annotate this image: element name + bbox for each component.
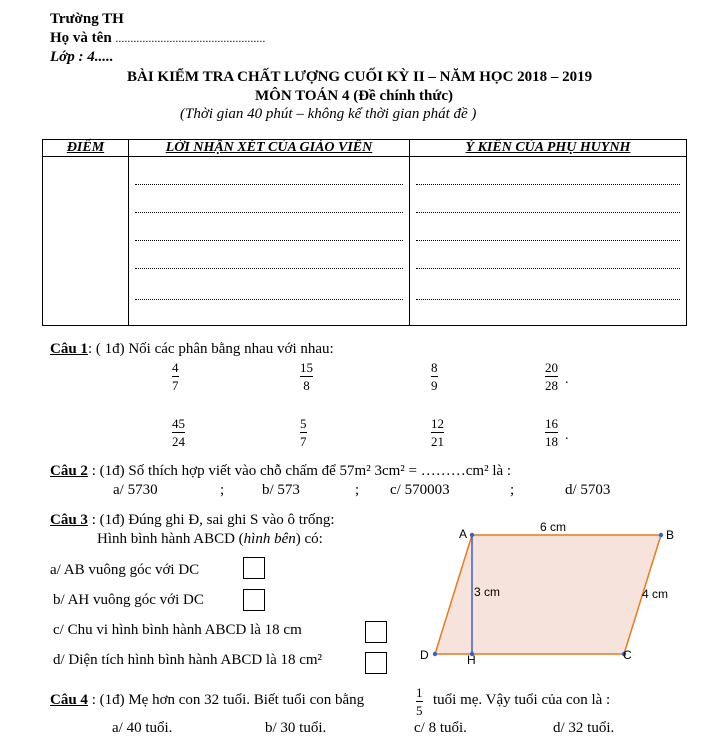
name-label-text: Họ và tên bbox=[50, 30, 112, 46]
q3-sub-ital: hình bên bbox=[243, 531, 296, 547]
q2-sep: ; bbox=[355, 482, 360, 498]
q4-text-after: tuổi mẹ. Vậy tuổi của con là : bbox=[433, 692, 611, 708]
q3-item-a: a/ AB vuông góc với DC bbox=[50, 562, 200, 578]
parent-opinion-cell[interactable] bbox=[410, 157, 687, 326]
fraction-bar bbox=[431, 432, 444, 433]
fraction-bar bbox=[300, 376, 313, 377]
fraction-denominator: 9 bbox=[431, 378, 438, 393]
fraction-numerator: 8 bbox=[431, 360, 438, 375]
fraction-bar bbox=[431, 376, 438, 377]
exam-subject: MÔN TOÁN 4 (Đề chính thức) bbox=[255, 88, 454, 104]
q4-option-d[interactable]: d/ 32 tuổi. bbox=[553, 720, 615, 736]
q2-option-b[interactable]: b/ 573 bbox=[262, 482, 300, 498]
fraction-numerator: 5 bbox=[300, 416, 307, 431]
label-top-length: 6 cm bbox=[540, 520, 567, 534]
q4-option-c[interactable]: c/ 8 tuổi. bbox=[414, 720, 467, 736]
label-d: D bbox=[420, 648, 429, 662]
fraction-numerator: 20 bbox=[545, 360, 558, 375]
comment-line bbox=[135, 185, 403, 213]
fraction-numerator: 15 bbox=[300, 360, 313, 375]
fraction-numerator: 16 bbox=[545, 416, 558, 431]
q3-item-d: d/ Diện tích hình bình hành ABCD là 18 cm² bbox=[53, 652, 323, 668]
fraction-bar bbox=[172, 376, 179, 377]
school-label: Trường TH bbox=[50, 11, 124, 27]
q3-answer-box-a[interactable] bbox=[243, 557, 265, 579]
fraction-bar bbox=[172, 432, 185, 433]
opinion-line bbox=[416, 157, 680, 185]
q3-answer-box-c[interactable] bbox=[365, 621, 387, 643]
q1-fraction[interactable] bbox=[545, 416, 558, 449]
teacher-comment-cell[interactable] bbox=[129, 157, 410, 326]
label-h: H bbox=[467, 653, 476, 667]
exam-title: BÀI KIỂM TRA CHẤT LƯỢNG CUỐI KỲ II – NĂM HỌC 2018 – 2019 bbox=[127, 69, 593, 85]
label-c: C bbox=[623, 648, 632, 662]
q1-fraction[interactable] bbox=[300, 360, 313, 393]
q1-fraction[interactable] bbox=[300, 416, 307, 449]
opinion-line bbox=[416, 269, 680, 300]
vertex-d bbox=[433, 652, 437, 656]
q4-option-b[interactable]: b/ 30 tuổi. bbox=[265, 720, 327, 736]
q1-prompt bbox=[50, 341, 334, 358]
q2-label: Câu 2 bbox=[50, 463, 88, 479]
q2-option-a[interactable]: a/ 5730 bbox=[113, 482, 158, 498]
q3-item-b: b/ AH vuông góc với DC bbox=[53, 592, 204, 608]
fraction-suffix: . bbox=[565, 372, 569, 387]
comment-line bbox=[135, 241, 403, 269]
q2-option-c[interactable]: c/ 570003 bbox=[390, 482, 450, 498]
student-name-label bbox=[50, 30, 265, 47]
opinion-line bbox=[416, 213, 680, 241]
q4-prompt bbox=[50, 692, 364, 709]
label-b: B bbox=[666, 528, 675, 542]
q4-frac-den: 5 bbox=[416, 703, 423, 718]
fraction-bar bbox=[545, 432, 558, 433]
q4-label: Câu 4 bbox=[50, 692, 88, 708]
label-side: 4 cm bbox=[642, 587, 669, 601]
fraction-denominator: 28 bbox=[545, 378, 558, 393]
comment-line bbox=[135, 157, 403, 185]
fraction-denominator: 8 bbox=[303, 378, 310, 393]
q3-label: Câu 3 bbox=[50, 512, 88, 528]
class-label: Lớp : 4..... bbox=[50, 49, 114, 65]
fraction-bar bbox=[545, 376, 558, 377]
opinion-line bbox=[416, 241, 680, 269]
q3-prompt bbox=[50, 512, 335, 529]
fraction-bar bbox=[300, 432, 307, 433]
header-score: ĐIỂM bbox=[43, 140, 129, 157]
comment-line bbox=[135, 269, 403, 300]
comment-line bbox=[135, 213, 403, 241]
q3-item-c: c/ Chu vi hình bình hành ABCD là 18 cm bbox=[53, 622, 302, 638]
q2-option-d[interactable]: d/ 5703 bbox=[565, 482, 611, 498]
q3-sub bbox=[97, 531, 323, 548]
parallelogram-figure bbox=[418, 518, 680, 670]
header-teacher-comment: LỜI NHẬN XÉT CỦA GIÁO VIÊN bbox=[129, 140, 410, 157]
opinion-line bbox=[416, 185, 680, 213]
fraction-denominator: 7 bbox=[300, 434, 307, 449]
parallelogram-shape bbox=[435, 535, 661, 654]
time-note: (Thời gian 40 phút – không kể thời gian phát đề ) bbox=[180, 106, 477, 122]
fraction-denominator: 7 bbox=[172, 378, 179, 393]
q2-sep: ; bbox=[510, 482, 515, 498]
score-cell[interactable] bbox=[43, 157, 129, 326]
q4-option-a[interactable]: a/ 40 tuổi. bbox=[112, 720, 173, 736]
fraction-suffix: . bbox=[565, 428, 569, 443]
q1-fraction[interactable] bbox=[431, 360, 438, 393]
name-dots[interactable]: .................................................. bbox=[115, 31, 266, 45]
q1-text: : ( 1đ) Nối các phân bằng nhau với nhau: bbox=[87, 341, 334, 357]
q1-fraction[interactable] bbox=[431, 416, 444, 449]
q1-fraction[interactable] bbox=[172, 416, 185, 449]
q3-sub-end: ) có: bbox=[295, 531, 323, 547]
evaluation-table bbox=[42, 139, 687, 326]
q3-text: : (1đ) Đúng ghi Đ, sai ghi S vào ô trống: bbox=[91, 512, 335, 528]
q4-text-before: : (1đ) Mẹ hơn con 32 tuổi. Biết tuổi con bằng bbox=[87, 692, 365, 708]
fraction-denominator: 24 bbox=[172, 434, 185, 449]
q2-text: : (1đ) Số thích hợp viết vào chỗ chấm để 57m² 3cm² = ………cm² là : bbox=[91, 463, 512, 479]
q4-frac-num: 1 bbox=[416, 685, 423, 700]
q1-label: Câu 1 bbox=[50, 341, 88, 357]
q3-answer-box-d[interactable] bbox=[365, 652, 387, 674]
q3-answer-box-b[interactable] bbox=[243, 589, 265, 611]
fraction-numerator: 12 bbox=[431, 416, 444, 431]
fraction-denominator: 18 bbox=[545, 434, 558, 449]
label-a: A bbox=[459, 527, 468, 541]
q1-fraction[interactable] bbox=[172, 360, 179, 393]
q3-sub-text: Hình bình hành ABCD ( bbox=[97, 531, 244, 547]
fraction-numerator: 4 bbox=[172, 360, 179, 375]
fraction-numerator: 45 bbox=[172, 416, 185, 431]
frac-bar bbox=[416, 701, 423, 702]
q4-fraction bbox=[416, 685, 423, 718]
q2-sep: ; bbox=[220, 482, 225, 498]
vertex-a bbox=[470, 533, 474, 537]
q2-prompt bbox=[50, 463, 511, 480]
q1-fraction[interactable] bbox=[545, 360, 558, 393]
vertex-b bbox=[659, 533, 663, 537]
header-parent-opinion: Ý KIẾN CỦA PHỤ HUYNH bbox=[410, 140, 687, 157]
label-height: 3 cm bbox=[474, 585, 501, 599]
fraction-denominator: 21 bbox=[431, 434, 444, 449]
